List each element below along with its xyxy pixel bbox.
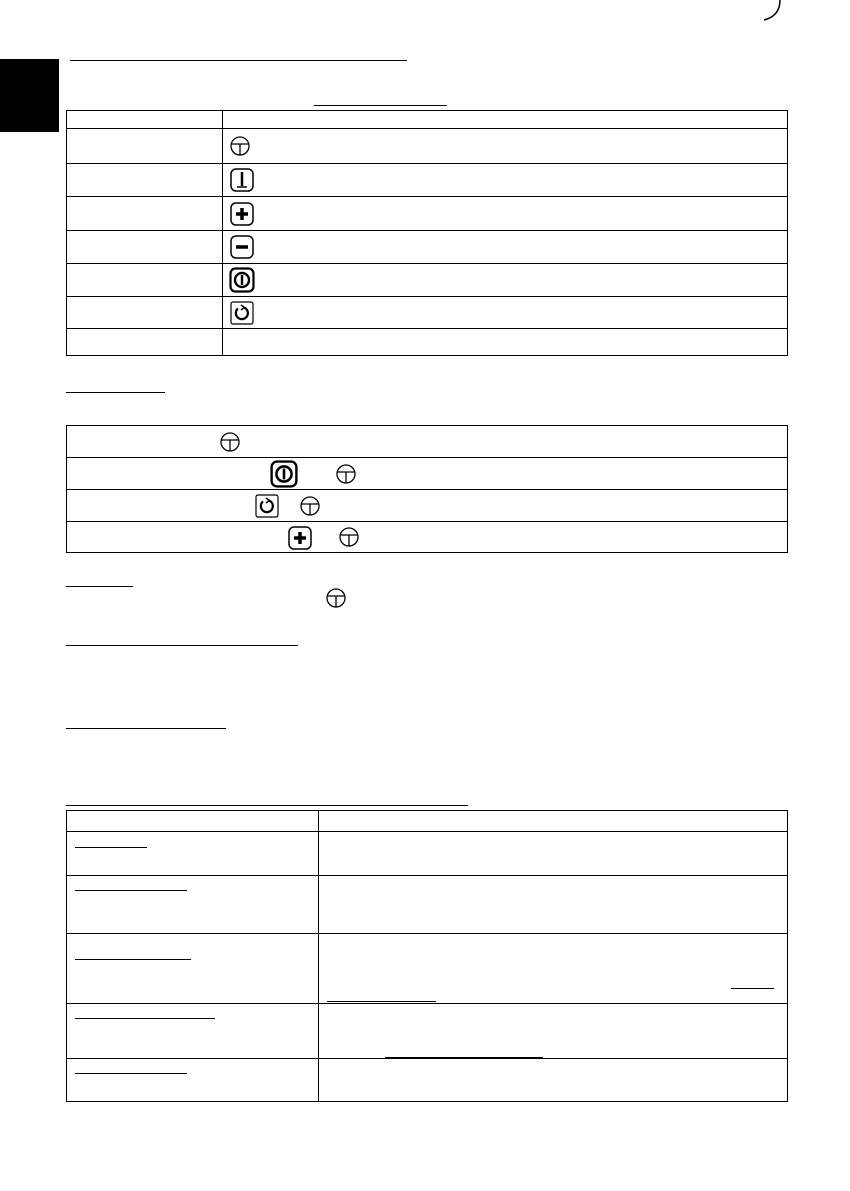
subsection-heading-underline	[66, 728, 226, 729]
table-row	[67, 490, 788, 522]
plus-button-icon	[287, 525, 313, 551]
reference-link-underline[interactable]	[327, 1001, 436, 1002]
circle-t-icon	[229, 135, 251, 157]
circle-t-icon	[219, 431, 241, 453]
table-row	[67, 1059, 788, 1102]
table-header-row	[67, 811, 788, 832]
table-row	[67, 876, 788, 934]
combo-table	[66, 425, 788, 553]
item-name-underline	[75, 847, 147, 848]
settings-table	[66, 810, 788, 1102]
circle-t-icon	[325, 587, 347, 609]
reference-link-underline[interactable]	[385, 1057, 543, 1058]
table-row	[67, 458, 788, 490]
item-name-underline	[75, 1018, 215, 1019]
table-row	[67, 522, 788, 553]
reset-button-icon	[254, 493, 280, 519]
table-row	[67, 934, 788, 1004]
table-row	[67, 231, 788, 264]
power-button-icon	[229, 267, 255, 293]
table-row	[67, 164, 788, 197]
circle-t-icon	[338, 526, 360, 548]
reset-button-icon	[229, 300, 255, 326]
power-button-icon	[270, 460, 298, 488]
table-row	[67, 832, 788, 876]
section-heading-underline	[70, 60, 407, 61]
item-name-underline	[75, 1073, 187, 1074]
table-title-underline	[314, 105, 447, 106]
note-heading-underline	[66, 586, 133, 587]
circle-t-icon	[335, 463, 357, 485]
item-name-underline	[75, 959, 191, 960]
table-row	[67, 197, 788, 231]
reference-link-underline[interactable]	[731, 988, 774, 989]
table-row	[67, 264, 788, 297]
plus-button-icon	[229, 201, 255, 227]
table-row	[67, 426, 788, 458]
subheading-underline	[66, 392, 165, 393]
circle-t-icon	[299, 495, 321, 517]
table-row	[67, 129, 788, 164]
tool-button-icon	[229, 167, 255, 193]
table-row	[67, 297, 788, 329]
table-title-underline	[66, 805, 468, 806]
minus-button-icon	[229, 234, 255, 260]
table-row	[67, 329, 788, 356]
subsection-heading-underline	[66, 645, 298, 646]
buttons-table	[66, 110, 788, 356]
item-name-underline	[75, 890, 187, 891]
table-row	[67, 1004, 788, 1059]
table-header-row	[67, 111, 788, 129]
side-tab	[0, 59, 59, 132]
corner-curve-mark	[760, 0, 790, 22]
